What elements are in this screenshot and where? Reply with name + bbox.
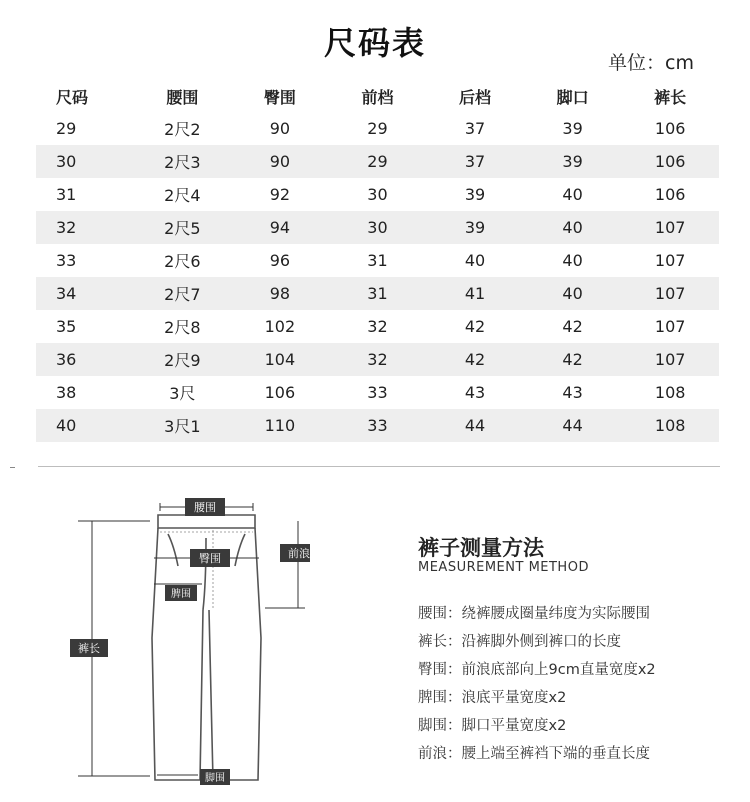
table-cell: 40 [524,277,622,310]
table-cell: 107 [621,211,719,244]
table-cell: 106 [654,185,686,204]
table-cell: 30 [36,145,134,178]
label-hem [200,769,230,785]
table-cell: 2尺8 [164,318,201,337]
svg-text:腰围: 腰围 [194,501,216,514]
method-item: 前浪：腰上端至裤裆下端的垂直长度 [418,746,650,762]
table-cell: 36 [36,343,134,376]
table-cell: 29 [56,119,77,138]
table-cell: 107 [654,251,686,270]
table-cell: 110 [231,409,329,442]
table-cell: 33 [56,251,77,270]
table-cell: 94 [231,211,329,244]
svg-text:脾围: 脾围 [171,589,191,600]
table-cell: 40 [524,211,622,244]
method-title: 裤子测量方法 [418,536,544,560]
table-cell: 39 [464,185,486,204]
table-cell: 30 [329,211,427,244]
table-cell: 107 [621,277,719,310]
method-item: 裤长：沿裤脚外侧到裤口的长度 [418,634,621,650]
table-cell: 42 [464,317,486,336]
table-cell: 2尺7 [134,277,232,310]
table-cell: 108 [621,409,719,442]
page-title: 尺码表 [323,24,426,62]
column-header: 腰围 [134,80,232,112]
method-item: 脾围：浪底平量宽度x2 [418,690,567,706]
unit-label: 单位：cm [608,52,694,74]
table-cell: 41 [426,277,524,310]
table-cell: 31 [329,277,427,310]
table-cell: 32 [329,343,427,376]
table-cell: 2尺5 [134,211,232,244]
table-cell: 98 [231,277,329,310]
table-cell: 3尺1 [134,409,232,442]
method-list [418,600,656,768]
method-item: 脚围：脚口平量宽度x2 [418,718,567,734]
column-header: 尺码 [36,80,134,112]
table-cell: 31 [367,251,388,270]
table-cell: 2尺9 [134,343,232,376]
svg-text:臀围: 臀围 [199,552,221,565]
label-thigh [165,585,197,601]
table-cell: 2尺4 [164,186,201,205]
table-cell: 29 [329,145,427,178]
table-cell: 40 [36,409,134,442]
column-header: 脚口 [524,80,622,112]
table-cell: 107 [621,343,719,376]
table-cell: 104 [231,343,329,376]
table-cell: 44 [426,409,524,442]
table-cell: 39 [562,119,583,138]
table-cell: 32 [367,317,388,336]
table-row [36,376,719,409]
column-header: 臀围 [231,80,329,112]
label-waist [185,498,225,516]
table-cell: 102 [264,317,296,336]
table-header-row [36,80,719,112]
svg-text:裤长: 裤长 [78,642,100,655]
label-front-rise [280,544,310,562]
table-row [36,277,719,310]
table-row [36,310,719,343]
table-cell: 108 [654,383,686,402]
table-cell: 37 [464,119,486,138]
table-cell: 44 [524,409,622,442]
label-hip [190,549,230,567]
table-cell: 34 [36,277,134,310]
table-cell: 33 [329,409,427,442]
table-cell: 39 [524,145,622,178]
table-cell: 3尺 [169,384,196,403]
table-cell: 42 [562,317,583,336]
table-cell: 43 [464,383,486,402]
table-cell: 107 [654,317,686,336]
method-subtitle: MEASUREMENT METHOD [418,560,589,575]
table-row [36,112,719,145]
table-cell: 31 [56,185,77,204]
column-header: 裤长 [621,80,719,112]
table-cell: 32 [36,211,134,244]
label-length [70,639,108,657]
table-cell: 92 [269,185,291,204]
size-table [36,80,719,442]
table-cell: 90 [231,145,329,178]
table-cell: 40 [562,185,583,204]
table-cell: 37 [426,145,524,178]
table-cell: 35 [56,317,77,336]
table-cell: 2尺3 [134,145,232,178]
method-item: 臀围：前浪底部向上9cm直量宽度x2 [418,662,656,678]
table-cell: 30 [367,185,388,204]
table-cell: 40 [464,251,486,270]
svg-text:脚围: 脚围 [205,773,225,784]
edge-tick [10,467,15,468]
table-cell: 106 [621,145,719,178]
table-cell: 2尺2 [164,120,201,139]
table-cell: 39 [426,211,524,244]
table-row [36,211,719,244]
table-row [36,409,719,442]
column-header: 前档 [329,80,427,112]
table-cell: 42 [524,343,622,376]
table-row [36,178,719,211]
method-item: 腰围：绕裤腰成圈量纬度为实际腰围 [418,606,650,622]
column-header: 后档 [426,80,524,112]
table-cell: 40 [562,251,583,270]
table-row [36,343,719,376]
svg-text:前浪: 前浪 [288,547,310,560]
table-body [36,112,719,442]
table-cell: 33 [367,383,388,402]
table-cell: 2尺6 [164,252,201,271]
table-cell: 90 [269,119,291,138]
table-cell: 42 [426,343,524,376]
table-cell: 38 [56,383,77,402]
table-row [36,145,719,178]
measure-lines [78,503,305,776]
table-cell: 43 [562,383,583,402]
section-divider [38,466,720,467]
pants-diagram [50,488,310,788]
table-cell: 29 [367,119,388,138]
table-cell: 106 [264,383,296,402]
table-cell: 106 [654,119,686,138]
table-row [36,244,719,277]
table-cell: 96 [269,251,291,270]
